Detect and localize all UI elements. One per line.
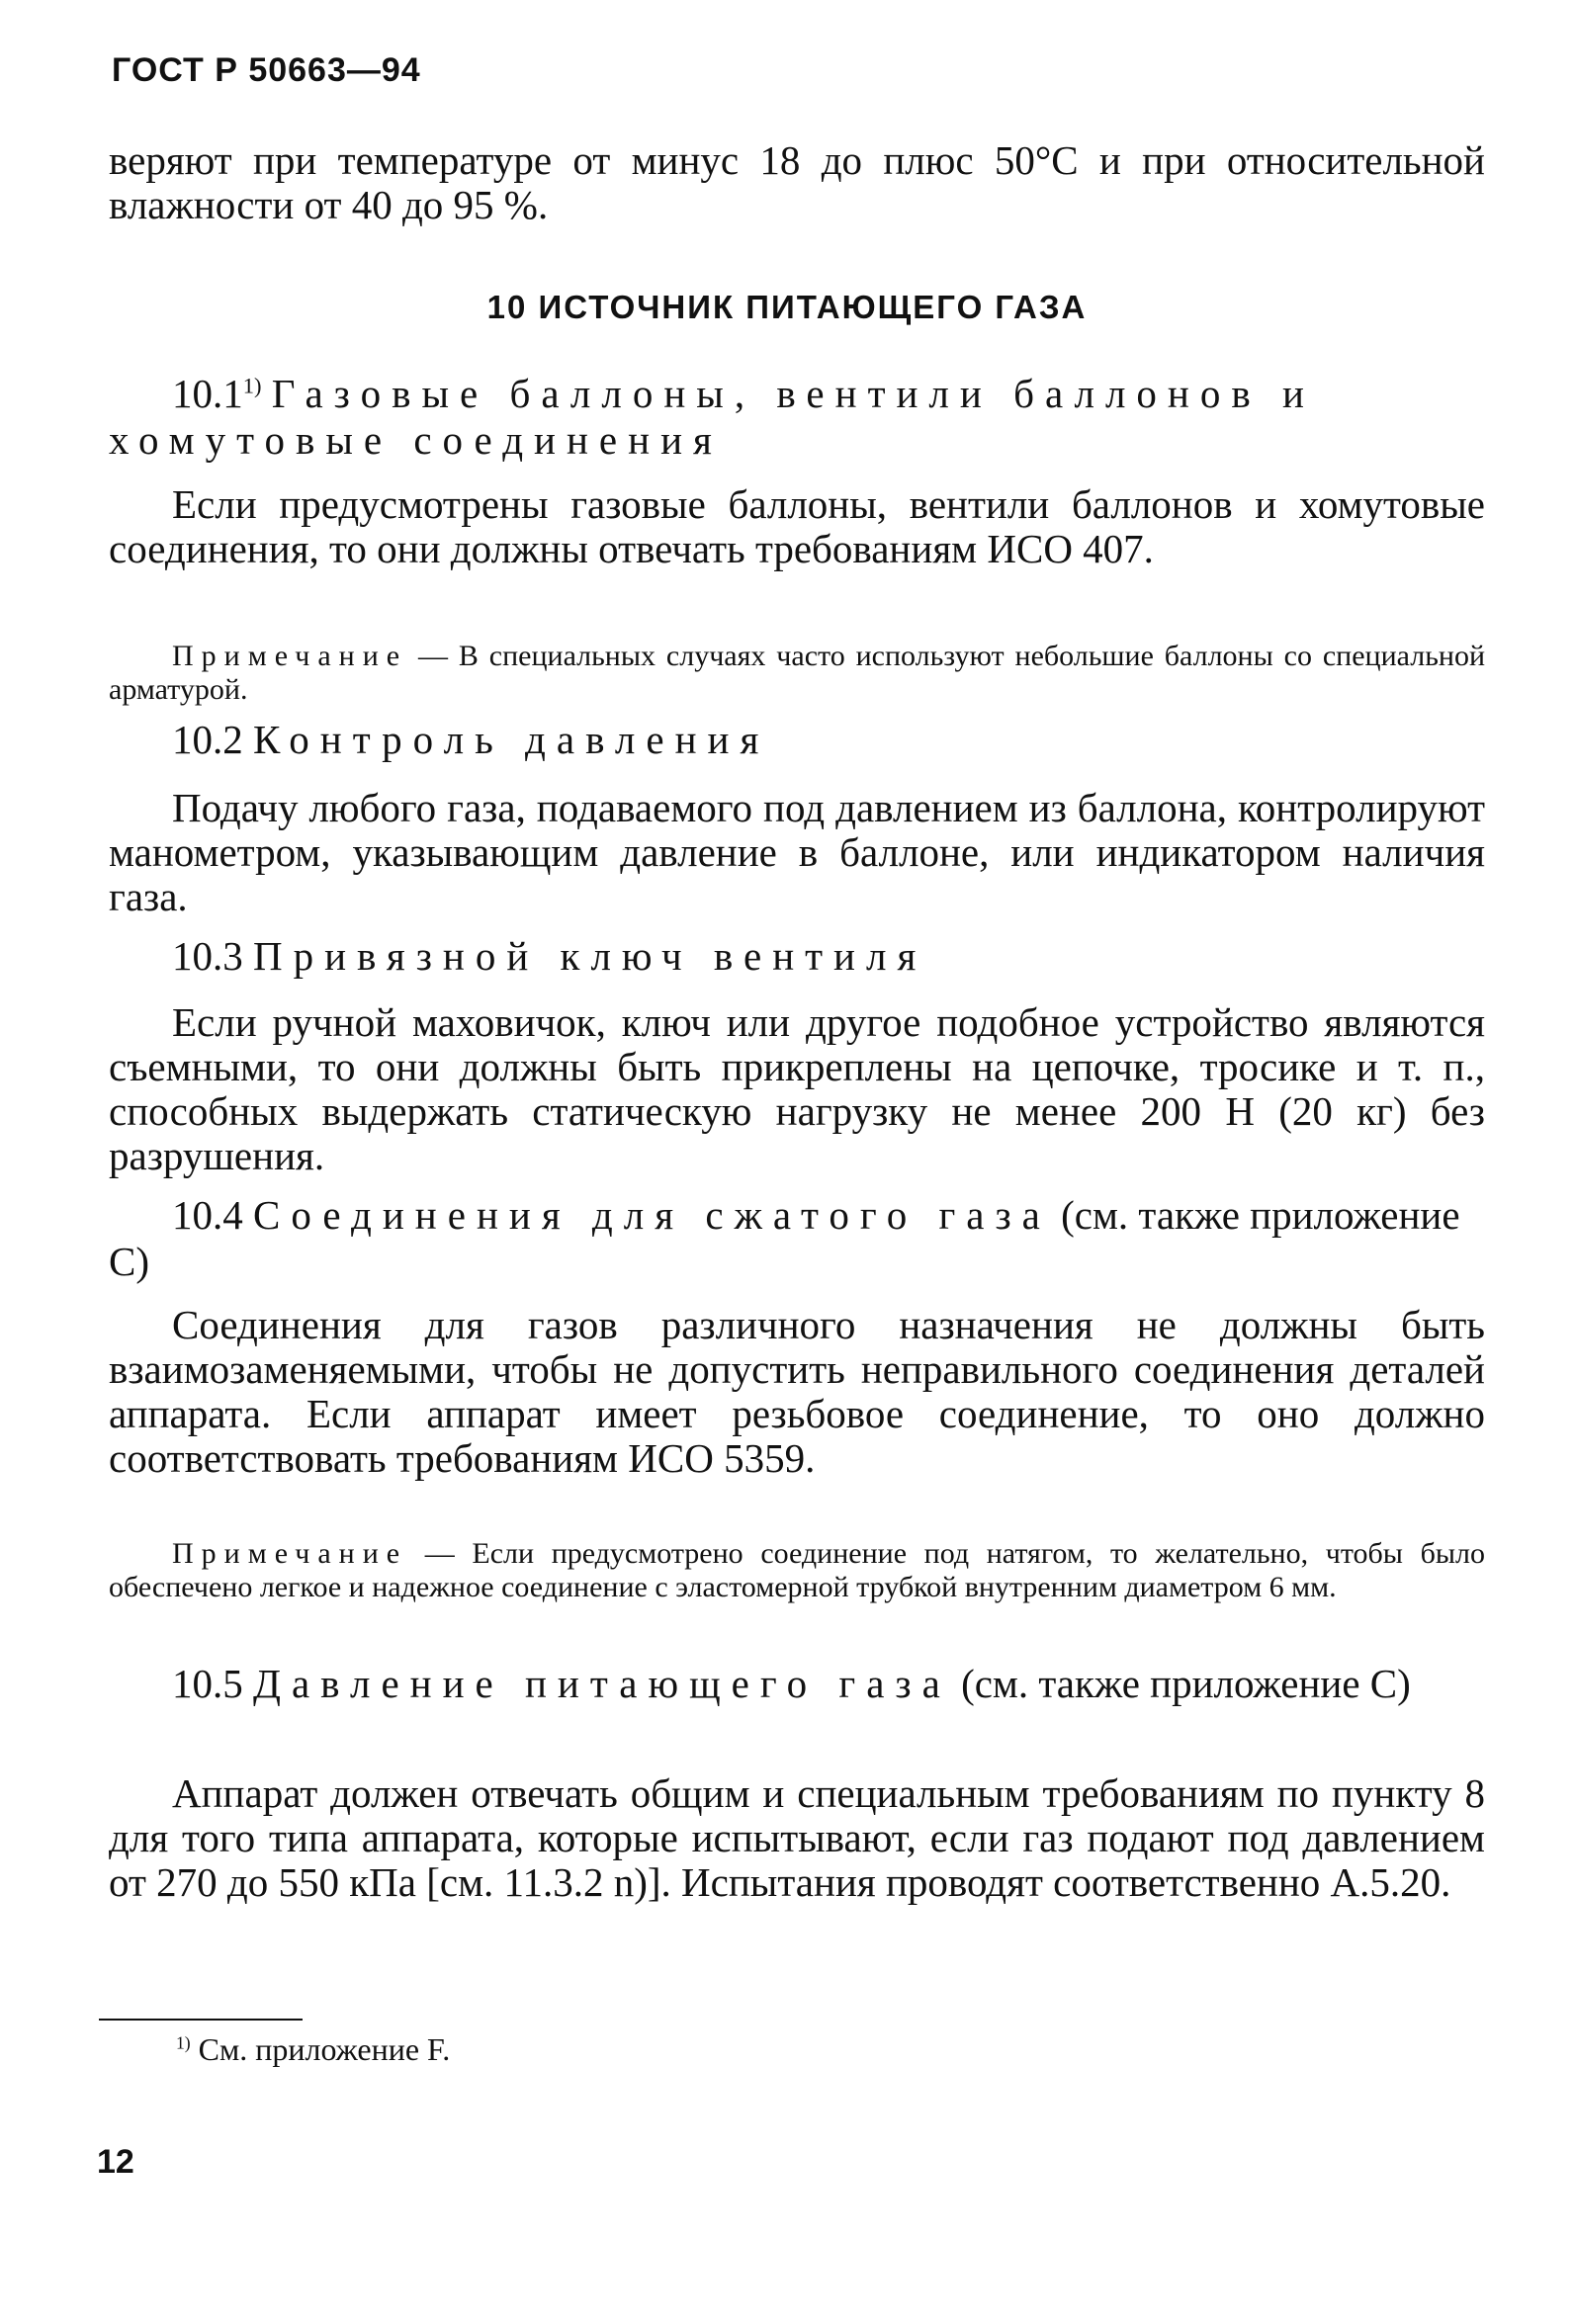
subsection-title-suffix: (см. также приложение С) xyxy=(109,1192,1460,1284)
note-text: — Если предусмотрено соединение под натягом, то желательно, чтобы было обеспечено легкое и надежное соединение с эластомерной трубкой внутренним диаметром 6 мм. xyxy=(109,1537,1485,1603)
subsection-title-suffix: (см. также приложение С) xyxy=(961,1661,1411,1706)
subsection-title: Давление питающего газа xyxy=(253,1661,951,1706)
page-number: 12 xyxy=(97,2143,134,2181)
subsection-title: Привязной ключ вентиля xyxy=(253,933,927,979)
subsection-10-1-title xyxy=(109,371,1485,464)
subsection-number: 10.4 xyxy=(172,1192,243,1238)
note-10-4 xyxy=(109,1537,1485,1604)
subsection-10-2-title xyxy=(109,717,1485,763)
intro-paragraph: веряют при температуре от минус 18 до плюс 50°С и при относительной влажности от 40 до 95 %. xyxy=(109,137,1485,227)
section-heading: 10 ИСТОЧНИК ПИТАЮЩЕГО ГАЗА xyxy=(486,289,1088,325)
footnote-divider xyxy=(99,2019,303,2021)
subsection-10-4-text: Соединения для газов различного назначения не должны быть взаимозаменяемыми, чтобы не допустить неправильного соединения деталей аппарата. Если аппарат имеет резьбовое соединение, то оно должно соответствовать требованиям ИСО 5359. xyxy=(109,1302,1485,1481)
note-label: Примечание xyxy=(172,640,408,672)
subsection-title: Соединения для сжатого газа xyxy=(253,1192,1051,1238)
subsection-10-5-title xyxy=(109,1661,1485,1707)
subsection-number: 10.3 xyxy=(172,933,243,979)
subsection-title: Газовые баллоны, вентили баллонов и хомутовые соединения xyxy=(109,371,1315,463)
footnote-text: См. приложение F. xyxy=(198,2031,451,2067)
subsection-number: 10.5 xyxy=(172,1661,243,1706)
note-label: Примечание xyxy=(172,1537,408,1570)
subsection-10-5-text: Аппарат должен отвечать общим и специальным требованиям по пункту 8 для того типа аппарата, которые испытывают, если газ подают под давлением от 270 до 550 кПа [см. 11.3.2 n)]. Испытания проводят соответственно А.5.20. xyxy=(109,1770,1485,1905)
footnote-ref: 1) xyxy=(242,373,262,398)
subsection-10-2-text: Подачу любого газа, подаваемого под давлением из баллона, контролируют манометром, указывающим давление в баллоне, или индикатором наличия газа. xyxy=(109,785,1485,919)
footnote-mark: 1) xyxy=(176,2032,191,2053)
note-10-1 xyxy=(109,640,1485,707)
subsection-10-3-text: Если ручной маховичок, ключ или другое подобное устройство являются съемными, то они должны быть прикреплены на цепочке, тросике и т. п., способных выдержать статическую нагрузку не менее 200 Н (20 кг) без разрушения. xyxy=(109,999,1485,1178)
subsection-title: Контроль давления xyxy=(253,717,770,762)
subsection-number: 10.1 xyxy=(172,371,243,416)
footnote xyxy=(176,2031,450,2068)
subsection-10-4-title xyxy=(109,1192,1485,1285)
subsection-number: 10.2 xyxy=(172,717,243,762)
subsection-10-3-title xyxy=(109,933,1485,980)
note-text: — В специальных случаях часто используют небольшие баллоны со специальной арматурой. xyxy=(109,640,1485,706)
subsection-10-1-text: Если предусмотрены газовые баллоны, вентили баллонов и хомутовые соединения, то они должны отвечать требованиям ИСО 407. xyxy=(109,481,1485,571)
standard-header: ГОСТ Р 50663—94 xyxy=(112,51,421,89)
